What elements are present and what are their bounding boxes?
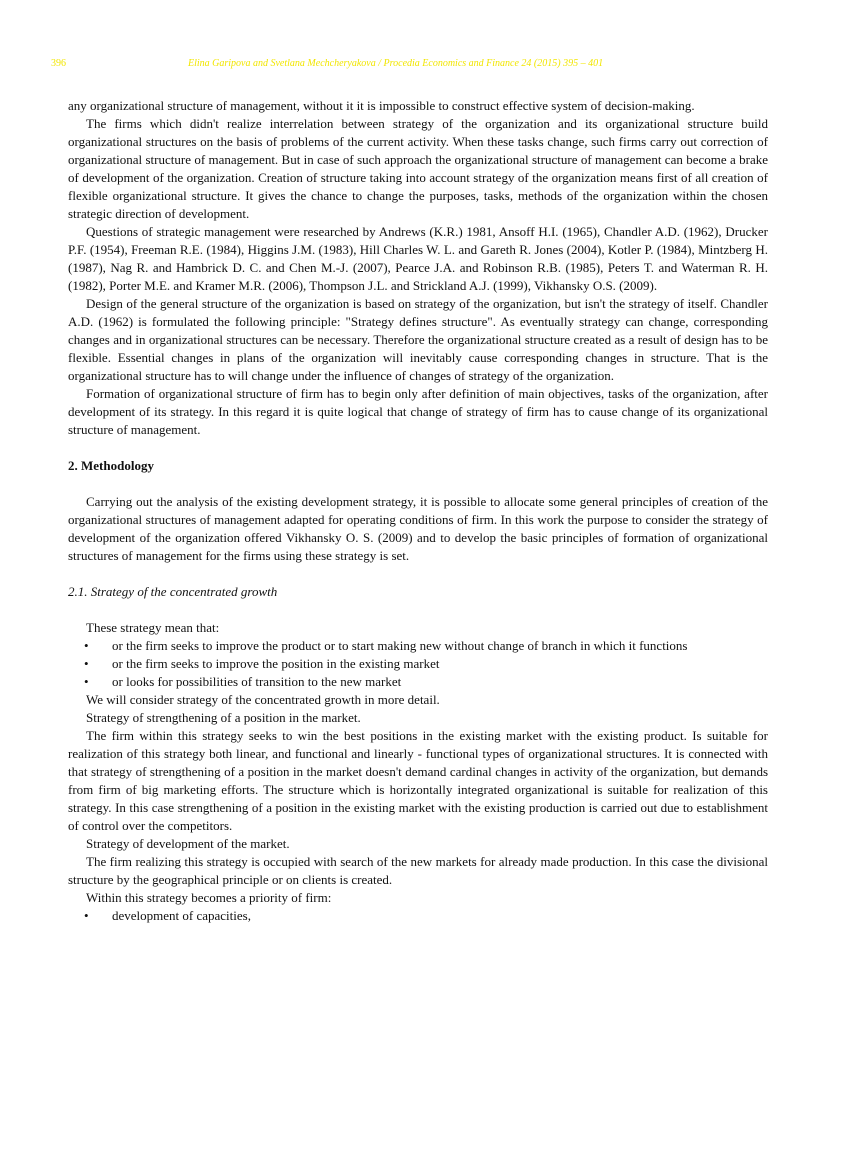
running-header bbox=[0, 58, 846, 74]
paragraph: Strategy of development of the market. bbox=[86, 836, 290, 851]
paragraph: Questions of strategic management were researched by Andrews (K.R.) 1981, Ansoff H.I. (1965), Chandler A.D. (1962), Drucker P.F. (1954), Freeman R.E. (1984), Higgins J.M. (1983), Hill Charles W. L. and Gareth R. Jones (2004), Kotler P. (1984), Mintzberg H. (1987), Nag R. and Hambrick D. C. and Chen M.-J. (2007), Pearce J.A. and Robinson R.B. (1985), Peters T. and Waterman R. H. (1982), Porter M.E. and Kramer M.R. (2006), Thompson J.L. and Strickland A.J. (1999), Vikhansky O.S. (2009). bbox=[68, 224, 768, 293]
article-body bbox=[68, 97, 768, 925]
section-heading: 2. Methodology bbox=[68, 458, 154, 473]
list-item-text: or the firm seeks to improve the product or to start making new without change of branch in which it functions bbox=[112, 638, 688, 653]
bullet-icon: • bbox=[84, 638, 89, 653]
list-item bbox=[84, 655, 768, 673]
list-item-text: or the firm seeks to improve the position in the existing market bbox=[112, 656, 440, 671]
list-item bbox=[84, 673, 768, 691]
paragraph: We will consider strategy of the concentrated growth in more detail. bbox=[86, 692, 440, 707]
list-item-text: development of capacities, bbox=[112, 908, 251, 923]
list-item bbox=[84, 637, 768, 655]
subsection-heading: 2.1. Strategy of the concentrated growth bbox=[68, 584, 278, 599]
bullet-list bbox=[68, 637, 768, 691]
bullet-list bbox=[68, 907, 768, 925]
paragraph: The firm realizing this strategy is occupied with search of the new markets for already made production. In this case the divisional structure by the geographical principle or on clients is created. bbox=[68, 854, 768, 887]
paragraph: These strategy mean that: bbox=[86, 620, 220, 635]
paragraph: any organizational structure of management, without it it is impossible to construct effective system of decision-making. bbox=[68, 98, 695, 113]
running-title: Elina Garipova and Svetlana Mechcheryakova / Procedia Economics and Finance 24 (2015) 395 – 401 bbox=[188, 58, 604, 69]
bullet-icon: • bbox=[84, 674, 89, 689]
paragraph: Strategy of strengthening of a position in the market. bbox=[86, 710, 361, 725]
paragraph: The firms which didn't realize interrelation between strategy of the organization and its organizational structure build organizational structures on the basis of problems of the current activity. When these tasks change, such firms carry out correction of organizational structure of management. But in case of such approach the organizational structure of management can become a brake of development of the organization. Creation of structure taking into account strategy of the organization means first of all creation of flexible organizational structure. It gives the chance to change the purposes, tasks, methods of the organization within the chosen strategic direction of development. bbox=[68, 116, 768, 221]
paragraph: Design of the general structure of the organization is based on strategy of the organization, but isn't the strategy of itself. Chandler A.D. (1962) is formulated the following principle: "Strategy defines structure". As eventually strategy can change, corresponding changes and in organizational structures can be necessary. Therefore the organizational structure created as a result of design has to be flexible. Essential changes in plans of the organization will inevitably cause corresponding changes in structure. That is the organizational structure has to will change under the influence of changes of strategy of the organization. bbox=[68, 296, 768, 383]
paragraph: Formation of organizational structure of firm has to begin only after definition of main objectives, tasks of the organization, after development of its strategy. In this regard it is quite logical that change of strategy of firm has to cause change of its organizational structure of management. bbox=[68, 386, 768, 437]
list-item bbox=[84, 907, 768, 925]
paragraph: The firm within this strategy seeks to win the best positions in the existing market with the existing product. Is suitable for realization of this strategy both linear, and functional and linearly - functional types of organizational structures. It is connected with that strategy of strengthening of a position in the market doesn't demand cardinal changes in activity of the organization, but demands from firm of big marketing efforts. The structure which is horizontally integrated organizational is suitable for realization of this strategy. In this case strengthening of a position in the existing market with the existing production is carried out due to establishment of control over the competitors. bbox=[68, 728, 768, 833]
bullet-icon: • bbox=[84, 908, 89, 923]
paragraph: Carrying out the analysis of the existing development strategy, it is possible to allocate some general principles of creation of the organizational structures of management adapted for operating conditions of firm. In this work the purpose to consider the strategy of development of the organization offered Vikhansky O. S. (2009) and to develop the basic principles of formation of organizational structures of management for the firms using these strategy is set. bbox=[68, 494, 768, 563]
page-number: 396 bbox=[51, 58, 66, 69]
paragraph: Within this strategy becomes a priority of firm: bbox=[86, 890, 332, 905]
bullet-icon: • bbox=[84, 656, 89, 671]
list-item-text: or looks for possibilities of transition to the new market bbox=[112, 674, 402, 689]
